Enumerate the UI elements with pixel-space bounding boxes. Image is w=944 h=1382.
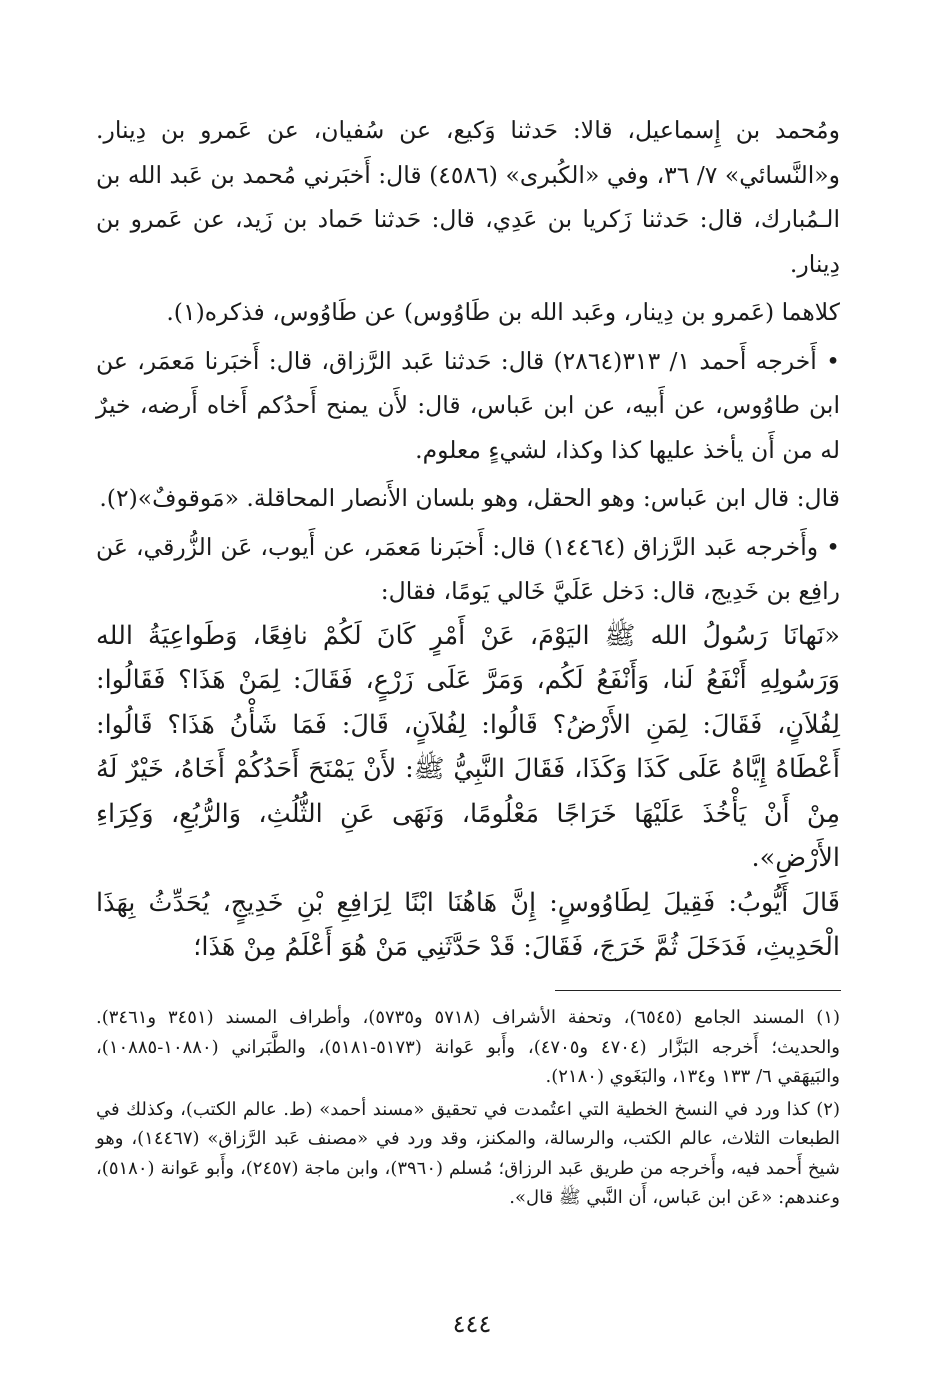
paragraph-ahmad-narration: • أَخرجه أَحمد ١/ ٣١٣(٢٨٦٤) قال: حَدثنا عَبد الرَّزاق، قال: أَخبَرنا مَعمَر، عن ابن طاوُوس، عن أَبيه، عن ابن عَباس، قال: لأَن يمنح أَحدُكم أَخاه أَرضه، خيرٌ له من أَن يأخذ عليها كذا وكذا، لشيءٍ معلوم.: [96, 346, 840, 464]
footnotes: [96, 1003, 840, 1213]
paragraph-both-narrators: كلاهما (عَمرو بن دِينار، وعَبد الله بن طَاوُوس) عن طَاوُوس، فذكره(١).: [166, 298, 840, 326]
paragraph-chain-continuation: ومُحمد بن إِسماعيل، قالا: حَدثنا وَكيع، عن سُفيان، عن عَمرو بن دِينار. و«النَّسائي» ٧/ ٣٦، وفي «الكُبرى» (٤٥٨٦) قال: أَخبَرني مُحمد بن عَبد الله بن الـمُبارك، قال: حَدثنا زَكريا بن عَدِي، قال: حَدثنا حَماد بن زَيد، عن عَمرو بن دِينار.: [96, 116, 841, 278]
footnote-1: (١) المسند الجامع (٦٥٤٥)، وتحفة الأشراف (٥٧١٨ و٥٧٣٥)، وأطراف المسند (٣٤٥١ و٣٤٦١). والحديث؛ أَخرجه البَزَّار (٤٧٠٤ و٤٧٠٥)، وأَبو عَوانة (٥١٧٣-٥١٨١)، والطَّبَراني (١٠٨٨٠-١٠٨٨٥)، والبَيهَقي ٦/ ١٣٣ و١٣٤، والبَغَوي (٢١٨٠).: [96, 1007, 841, 1087]
footnote-separator: [555, 990, 841, 991]
footnote-2: (٢) كذا ورد في النسخ الخطية التي اعتُمدت في تحقيق «مسند أحمد» (ط. عالم الكتب)، وكذلك في الطبعات الثلاث، عالم الكتب، والرسالة، والمكنز، وقد ورد في «مصنف عَبد الرَّزاق» (١٤٤٦٧)، وهو شيخ أَحمد فيه، وأَخرجه من طريق عَبد الرزاق؛ مُسلم (٣٩٦٠)، وابن ماجة (٢٤٥٧)، وأَبو عَوانة (٥١٨٠)، وعندهم: «عَن ابن عَباس، أَن النَّبي ﷺ قال».: [96, 1098, 841, 1208]
paragraph-ibn-abbas-mawquf: قال: قال ابن عَباس: وهو الحقل، وهو بلسان الأَنصار المحاقلة. «مَوقوفٌ»(٢).: [99, 484, 840, 512]
main-text: [96, 108, 840, 970]
page-number: ٤٤٤: [452, 1310, 492, 1338]
hadith-ayyub-text: قَالَ أَيُّوبُ: فَقِيلَ لِطَاوُوسٍ: إِنَّ هَاهُنَا ابْنًا لِرَافِعِ بْنِ خَدِيجٍ، يُحَدِّثُ بِهَذَا الْحَدِيثِ، فَدَخَلَ ثُمَّ خَرَجَ، فَقَالَ: قَدْ حَدَّثَنِي مَنْ هُوَ أَعْلَمُ مِنْ هَذَا؛: [96, 887, 840, 962]
paragraph-abdurrazzaq-narration: • وأَخرجه عَبد الرَّزاق (١٤٤٦٤) قال: أَخبَرنا مَعمَر، عن أَيوب، عَن الزُّرقي، عَن رافِع بن خَدِيج، قال: دَخل عَلَيَّ خَالي يَومًا، فقال:: [96, 532, 841, 605]
hadith-text: «نَهانَا رَسُولُ الله ﷺ اليَوْمَ، عَنْ أَمْرٍ كَانَ لَكُمْ نافِعًا، وَطَواعِيَةُ الله وَرَسُولِهِ أَنْفَعُ لَنا، وَأَنْفَعُ لَكُم، وَمَرَّ عَلَى زَرْعٍ، فَقَالَ: لِمَنْ هَذَا؟ فَقَالُوا: لِفُلاَنٍ، فَقَالَ: لِمَنِ الأَرْضُ؟ قَالُوا: لِفُلاَنٍ، قَالَ: فَمَا شَأْنُ هَذَا؟ قَالُوا: أَعْطَاهُ إِيَّاهُ عَلَى كَذَا وَكَذَا، فَقَالَ النَّبِيُّ ﷺ: لأَنْ يَمْنَحَ أَحَدُكُمْ أَخَاهُ، خَيْرٌ لَهُ مِنْ أَنْ يَأْخُذَ عَلَيْهَا خَرَاجًا مَعْلُومًا، وَنَهَى عَنِ الثُّلُثِ، وَالرُّبُعِ، وَكِرَاءِ الأَرْضِ».: [96, 620, 840, 873]
